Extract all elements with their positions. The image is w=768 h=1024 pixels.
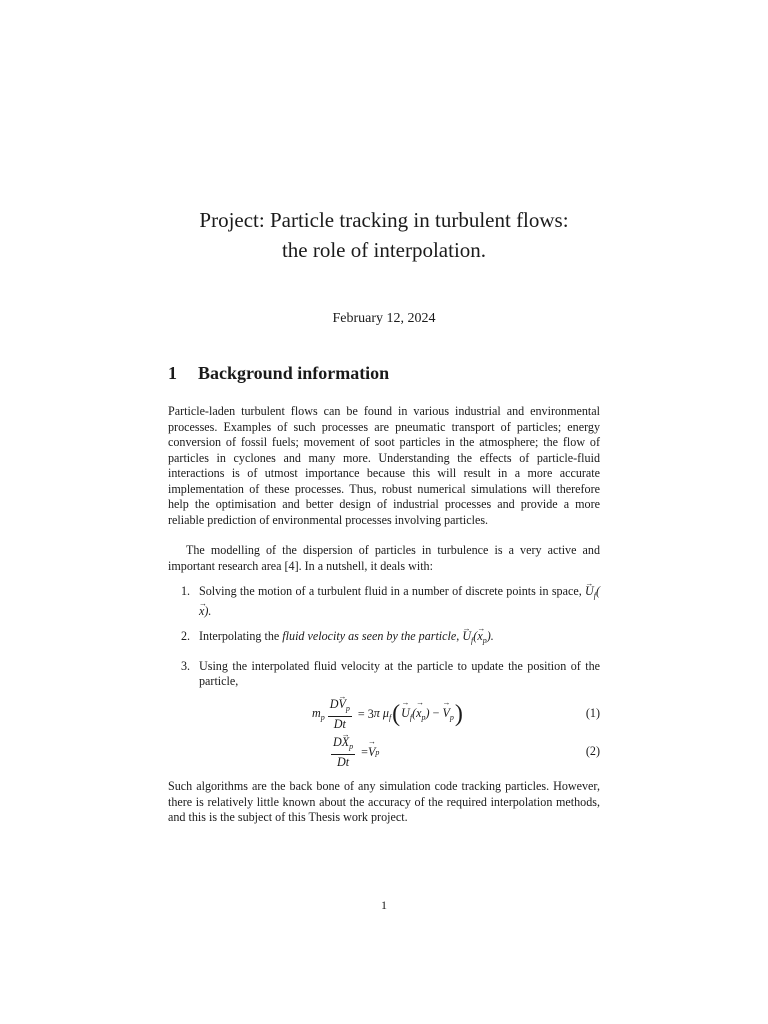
paragraph-conclusion: Such algorithms are the back bone of any simulation code tracking particles. However, there is relatively little known about the accuracy of the required interpolation methods, and this is the subject of this Thesis work project. bbox=[168, 779, 600, 824]
page-title bbox=[0, 205, 768, 265]
list-item-number: 1. bbox=[181, 584, 191, 598]
list-item-number: 3. bbox=[181, 658, 191, 673]
paragraph-modelling: The modelling of the dispersion of particles in turbulence is a very active and important research area [4]. In a nutshell, it deals with: bbox=[168, 543, 600, 573]
section-title: Background information bbox=[198, 363, 390, 383]
equation-number: (2) bbox=[585, 744, 600, 758]
title-line-2: the role of interpolation. bbox=[281, 238, 487, 262]
paragraph-intro: Particle-laden turbulent flows can be found in various industrial and environmental processes. Examples of such processes are pneumatic transport of particles; energy conversion of fossil fuels; movement of soot particles in the atmosphere; the flow of particles in cyclones and many more. Understanding the effects of particle-fluid interactions is of utmost importance because this will result in a more accurate implementation of these processes. Thus, robust numerical simulations will therefore help the optimisation and better design of industrial processes and provide a more reliable prediction of environmental processes involving particles. bbox=[168, 404, 600, 527]
list-item bbox=[168, 659, 600, 690]
math-inline: → $U_f(\to x_p)$. bbox=[462, 629, 493, 643]
math-inline: → $U_f(\to x)$. bbox=[199, 584, 600, 618]
title-line-1: Project: Particle tracking in turbulent flows: bbox=[199, 208, 569, 232]
section-heading bbox=[168, 363, 389, 384]
equation-body: $m_p$ $\frac{D\to V_p}{Dt}$ = 3 π $\mu_f$ ( → $U_f(\to x_p)$ − → $V_p$ ) bbox=[312, 696, 464, 732]
document-date: February 12, 2024 bbox=[332, 311, 436, 326]
list-item-text: Interpolating the bbox=[199, 629, 283, 643]
list-item-emphasis: fluid velocity as seen by the particle bbox=[282, 629, 457, 643]
list-item-number: 2. bbox=[181, 629, 191, 643]
equation-body: $\frac{D\to X_p}{Dt}$ = → V p bbox=[328, 734, 379, 770]
section-number: 1 bbox=[168, 363, 177, 383]
page-number: 1 bbox=[381, 898, 387, 912]
list-item: 2. Interpolating the fluid velocity as seen by the particle, → $U_f(\to x_p)$. bbox=[168, 629, 600, 649]
list-item-text: Using the interpolated fluid velocity at the particle to update the position of the particle, bbox=[199, 658, 600, 688]
equation-number: (1) bbox=[585, 706, 600, 720]
numbered-list bbox=[168, 584, 600, 700]
equation-1 bbox=[168, 696, 600, 732]
equation-2 bbox=[168, 734, 600, 770]
list-item bbox=[168, 584, 600, 619]
list-item-text: Solving the motion of a turbulent fluid in a number of discrete points in space, bbox=[199, 584, 585, 598]
